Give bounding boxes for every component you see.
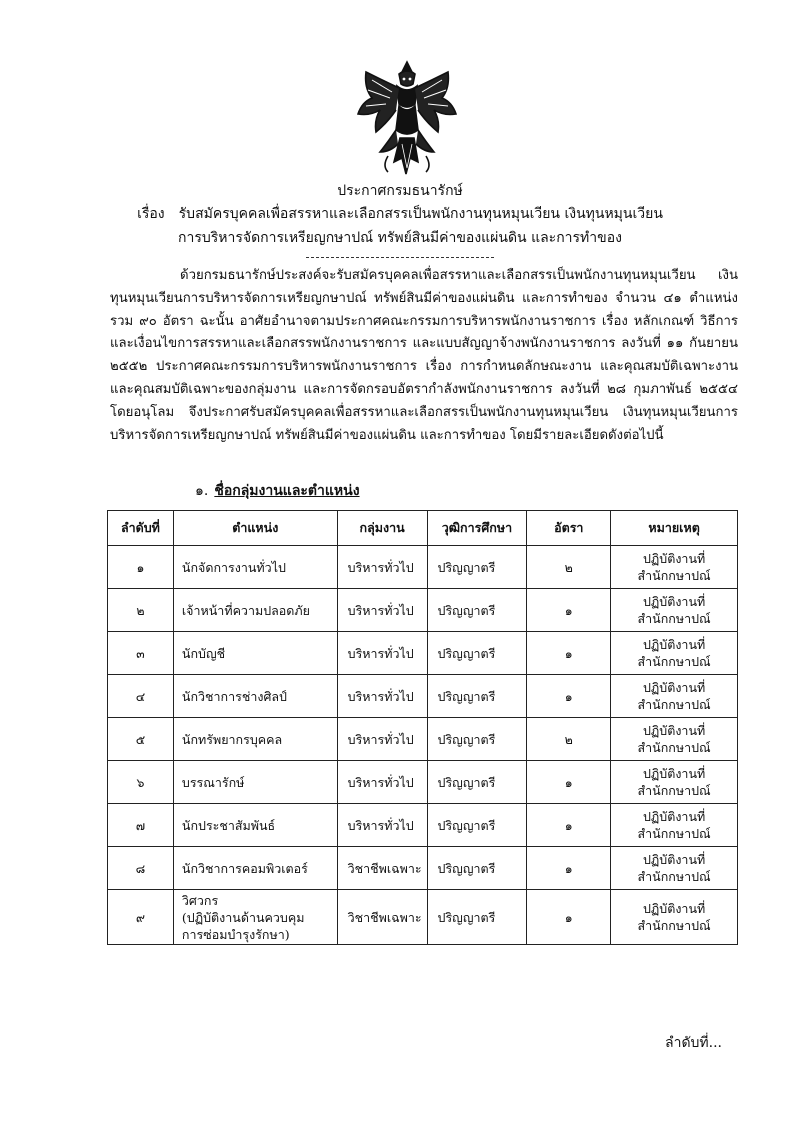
cell-no: ๘ bbox=[108, 847, 174, 890]
document-org-title: ประกาศกรมธนารักษ์ bbox=[337, 183, 463, 199]
cell-no: ๕ bbox=[108, 718, 174, 761]
note-line2: สำนักกษาปณ์ bbox=[637, 918, 711, 933]
cell-education: ปริญญาตรี bbox=[427, 546, 527, 589]
cell-group: บริหารทั่วไป bbox=[337, 632, 427, 675]
cell-education: ปริญญาตรี bbox=[427, 589, 527, 632]
note-line2: สำนักกษาปณ์ bbox=[637, 654, 711, 669]
cell-group: บริหารทั่วไป bbox=[337, 675, 427, 718]
cell-no: ๓ bbox=[108, 632, 174, 675]
table-row bbox=[108, 804, 738, 847]
cell-rate: ๑ bbox=[527, 890, 611, 945]
cell-position bbox=[173, 890, 337, 945]
note-line1: ปฏิบัติงานที่ bbox=[642, 766, 706, 781]
cell-position: นักทรัพยากรบุคคล bbox=[173, 718, 337, 761]
table-row bbox=[108, 847, 738, 890]
cell-note bbox=[611, 847, 738, 890]
cell-note bbox=[611, 804, 738, 847]
position-line2: (ปฏิบัติงานด้านควบคุม bbox=[181, 909, 305, 925]
cell-note bbox=[611, 761, 738, 804]
position-line1: วิศวกร bbox=[181, 892, 219, 908]
cell-position: เจ้าหน้าที่ความปลอดภัย bbox=[173, 589, 337, 632]
note-line2: สำนักกษาปณ์ bbox=[637, 568, 711, 583]
header-group: กลุ่มงาน bbox=[337, 511, 427, 546]
cell-no: ๙ bbox=[108, 890, 174, 945]
cell-note bbox=[611, 589, 738, 632]
header-note: หมายเหตุ bbox=[611, 511, 738, 546]
section-heading bbox=[195, 480, 360, 502]
cell-group: วิชาชีพเฉพาะ bbox=[337, 847, 427, 890]
garuda-emblem-icon bbox=[352, 58, 462, 178]
header-education: วุฒิการศึกษา bbox=[427, 511, 527, 546]
note-line1: ปฏิบัติงานที่ bbox=[642, 594, 706, 609]
table-row bbox=[108, 890, 738, 945]
header-rate: อัตรา bbox=[527, 511, 611, 546]
cell-rate: ๑ bbox=[527, 847, 611, 890]
cell-rate: ๑ bbox=[527, 589, 611, 632]
cell-education: ปริญญาตรี bbox=[427, 847, 527, 890]
cell-position: นักบัญชี bbox=[173, 632, 337, 675]
position-line3: การซ่อมบำรุงรักษา) bbox=[181, 926, 290, 942]
cell-note bbox=[611, 632, 738, 675]
cell-no: ๖ bbox=[108, 761, 174, 804]
table-row bbox=[108, 589, 738, 632]
table-header-row bbox=[108, 511, 738, 546]
table-row bbox=[108, 761, 738, 804]
table-row bbox=[108, 546, 738, 589]
cell-rate: ๒ bbox=[527, 718, 611, 761]
note-line2: สำนักกษาปณ์ bbox=[637, 826, 711, 841]
cell-group: บริหารทั่วไป bbox=[337, 761, 427, 804]
cell-position: นักจัดการงานทั่วไป bbox=[173, 546, 337, 589]
note-line2: สำนักกษาปณ์ bbox=[637, 611, 711, 626]
positions-table bbox=[107, 510, 738, 945]
header-no: ลำดับที่ bbox=[108, 511, 174, 546]
note-line1: ปฏิบัติงานที่ bbox=[642, 551, 706, 566]
cell-rate: ๑ bbox=[527, 632, 611, 675]
cell-no: ๒ bbox=[108, 589, 174, 632]
cell-rate: ๑ bbox=[527, 675, 611, 718]
cell-rate: ๑ bbox=[527, 761, 611, 804]
cell-note bbox=[611, 675, 738, 718]
cell-education: ปริญญาตรี bbox=[427, 632, 527, 675]
cell-position: นักวิชาการคอมพิวเตอร์ bbox=[173, 847, 337, 890]
note-line2: สำนักกษาปณ์ bbox=[637, 697, 711, 712]
cell-note bbox=[611, 546, 738, 589]
cell-group: บริหารทั่วไป bbox=[337, 589, 427, 632]
table-row bbox=[108, 675, 738, 718]
cell-education: ปริญญาตรี bbox=[427, 761, 527, 804]
table-row bbox=[108, 718, 738, 761]
cell-education: ปริญญาตรี bbox=[427, 890, 527, 945]
subject-label: เรื่อง bbox=[137, 206, 165, 222]
note-line1: ปฏิบัติงานที่ bbox=[642, 852, 706, 867]
cell-rate: ๑ bbox=[527, 804, 611, 847]
cell-group: บริหารทั่วไป bbox=[337, 804, 427, 847]
table-row bbox=[108, 632, 738, 675]
note-line1: ปฏิบัติงานที่ bbox=[642, 809, 706, 824]
note-line1: ปฏิบัติงานที่ bbox=[642, 723, 706, 738]
continued-marker: ลำดับที่... bbox=[665, 1035, 722, 1051]
header-position: ตำแหน่ง bbox=[173, 511, 337, 546]
cell-education: ปริญญาตรี bbox=[427, 804, 527, 847]
note-line2: สำนักกษาปณ์ bbox=[637, 740, 711, 755]
cell-education: ปริญญาตรี bbox=[427, 718, 527, 761]
note-line1: ปฏิบัติงานที่ bbox=[642, 901, 706, 916]
cell-group: วิชาชีพเฉพาะ bbox=[337, 890, 427, 945]
cell-position: นักประชาสัมพันธ์ bbox=[173, 804, 337, 847]
body-paragraph: ด้วยกรมธนารักษ์ประสงค์จะรับสมัครบุคคลเพื่อสรรหาและเลือกสรรเป็นพนักงานทุนหมุนเวียน เงินทุนหมุนเวียนการบริหารจัดการเหรียญกษาปณ์ ทรัพย์สินมีค่าของแผ่นดิน และการทำของ จำนวน ๔๑ ตำแหน่ง รวม ๙๐ อัตรา ฉะนั้น อาศัยอำนาจตามประกาศคณะกรรมการบริหารพนักงานราชการ เรื่อง หลักเกณฑ์ วิธีการและเงื่อนไขการสรรหาและเลือกสรรพนักงานราชการ และแบบสัญญาจ้างพนักงานราชการ ลงวันที่ ๑๑ กันยายน ๒๕๕๒ ประกาศคณะกรรมการบริหารพนักงานราชการ เรื่อง การกำหนดลักษณะงาน และคุณสมบัติเฉพาะงาน และคุณสมบัติเฉพาะของกลุ่มงาน และการจัดกรอบอัตรากำลังพนักงานราชการ ลงวันที่ ๒๘ กุมภาพันธ์ ๒๕๕๔ โดยอนุโลม จึงประกาศรับสมัครบุคคลเพื่อสรรหาและเลือกสรรเป็นพนักงานทุนหมุนเวียน เงินทุนหมุนเวียนการบริหารจัดการเหรียญกษาปณ์ ทรัพย์สินมีค่าของแผ่นดิน และการทำของ โดยมีรายละเอียดดังต่อไปนี้ bbox=[110, 268, 738, 443]
note-line2: สำนักกษาปณ์ bbox=[637, 869, 711, 884]
cell-no: ๔ bbox=[108, 675, 174, 718]
cell-group: บริหารทั่วไป bbox=[337, 718, 427, 761]
note-line1: ปฏิบัติงานที่ bbox=[642, 637, 706, 652]
cell-note bbox=[611, 718, 738, 761]
document-subject-line1 bbox=[0, 204, 800, 224]
subject-text-1: รับสมัครบุคคลเพื่อสรรหาและเลือกสรรเป็นพนักงานทุนหมุนเวียน เงินทุนหมุนเวียน bbox=[178, 206, 663, 222]
cell-group: บริหารทั่วไป bbox=[337, 546, 427, 589]
cell-rate: ๒ bbox=[527, 546, 611, 589]
note-line2: สำนักกษาปณ์ bbox=[637, 783, 711, 798]
cell-position: นักวิชาการช่างศิลป์ bbox=[173, 675, 337, 718]
cell-no: ๗ bbox=[108, 804, 174, 847]
document-subject-line2: การบริหารจัดการเหรียญกษาปณ์ ทรัพย์สินมีค่าของแผ่นดิน และการทำของ bbox=[178, 230, 622, 246]
cell-note bbox=[611, 890, 738, 945]
section-title: ชื่อกลุ่มงานและตำแหน่ง bbox=[214, 483, 360, 499]
header-divider bbox=[306, 257, 494, 258]
cell-position: บรรณารักษ์ bbox=[173, 761, 337, 804]
section-number: ๑. bbox=[195, 483, 209, 499]
cell-no: ๑ bbox=[108, 546, 174, 589]
note-line1: ปฏิบัติงานที่ bbox=[642, 680, 706, 695]
cell-education: ปริญญาตรี bbox=[427, 675, 527, 718]
